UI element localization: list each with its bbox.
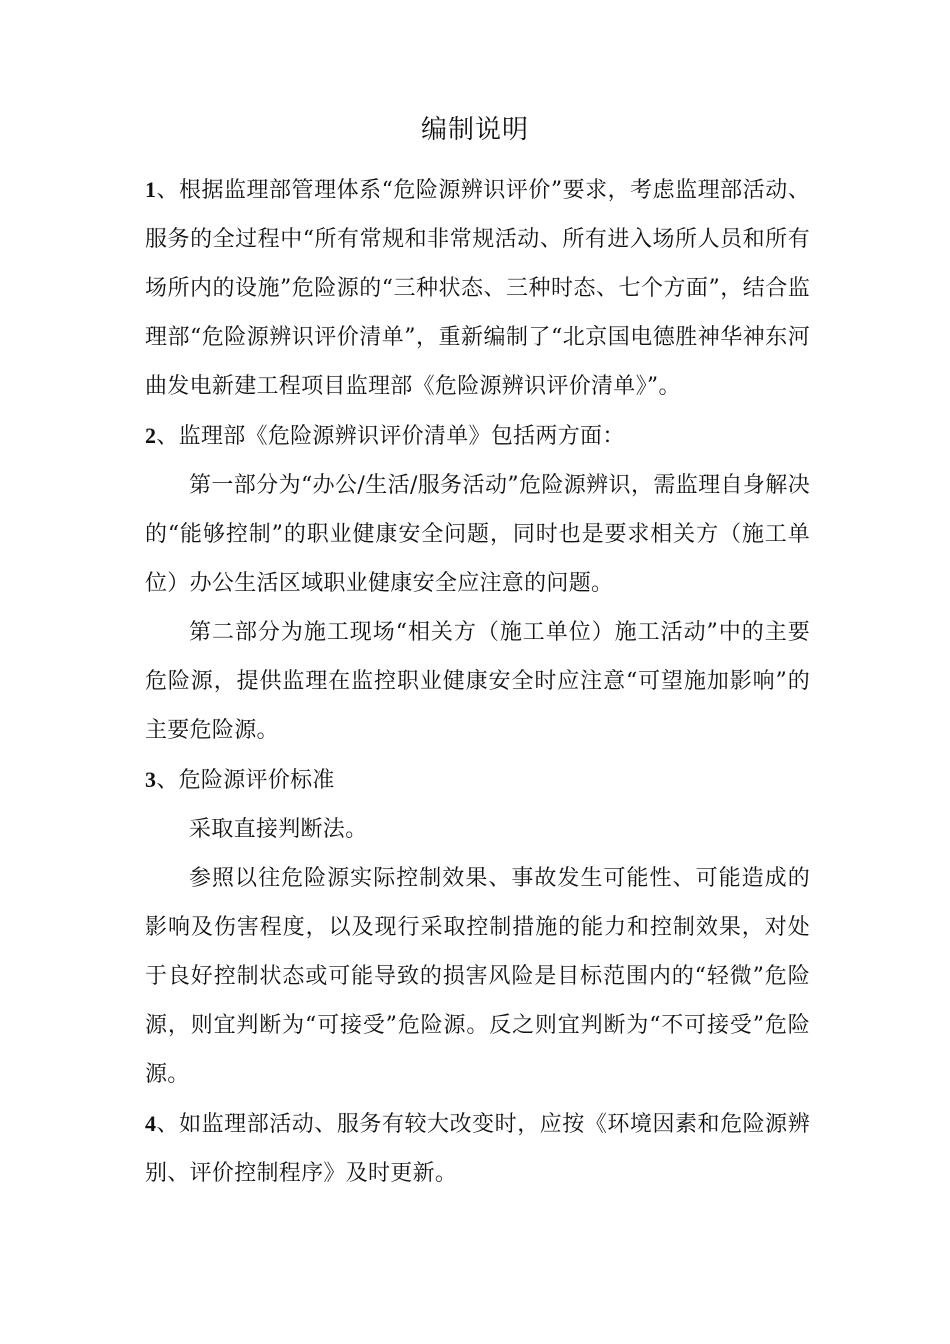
- document-body: [145, 165, 810, 1198]
- paragraph-part-one: 第一部分为“办公/生活/服务活动”危险源辨识，需监理自身解决的“能够控制”的职业健康安全问题，同时也是要求相关方（施工单位）办公生活区域职业健康安全应注意的问题。: [145, 473, 810, 596]
- paragraph-3: [145, 755, 810, 805]
- paragraph-2-text: 、监理部《危险源辨识评价清单》包括两方面：: [156, 424, 625, 449]
- paragraph-2: [145, 411, 810, 461]
- paragraph-1-text: 、根据监理部管理体系“危险源辨识评价”要求，考虑监理部活动、服务的全过程中“所有常规和非常规活动、所有进入场所人员和所有场所内的设施”危险源的“三种状态、三种时态、七个方面”，结合监理部“危险源辨识评价清单”，重新编制了“北京国电德胜神华神东河曲发电新建工程项目监理部《危险源辨识评价清单》”。: [145, 178, 810, 399]
- section-number-2: 2: [145, 423, 157, 448]
- paragraph-part-two: 第二部分为施工现场“相关方（施工单位）施工活动”中的主要危险源，提供监理在监控职业健康安全时应注意“可望施加影响”的主要危险源。: [145, 620, 810, 743]
- section-number-3: 3: [145, 767, 157, 792]
- paragraph-4: [145, 1099, 810, 1198]
- section-number-4: 4: [145, 1111, 157, 1136]
- paragraph-1: [145, 165, 810, 411]
- section-number-1: 1: [145, 177, 157, 202]
- paragraph-4-text: 、如监理部活动、服务有较大改变时，应按《环境因素和危险源辨别、评价控制程序》及时更新。: [145, 1112, 810, 1186]
- paragraph-criteria: 参照以往危险源实际控制效果、事故发生可能性、可能造成的影响及伤害程度，以及现行采取控制措施的能力和控制效果，对处于良好控制状态或可能导致的损害风险是目标范围内的“轻微”危险源，则宜判断为“可接受”危险源。反之则宜判断为“不可接受”危险源。: [145, 866, 810, 1087]
- paragraph-method: 采取直接判断法。: [189, 817, 368, 842]
- paragraph-3-text: 、危险源评价标准: [156, 768, 335, 793]
- document-title: 编制说明: [420, 115, 529, 145]
